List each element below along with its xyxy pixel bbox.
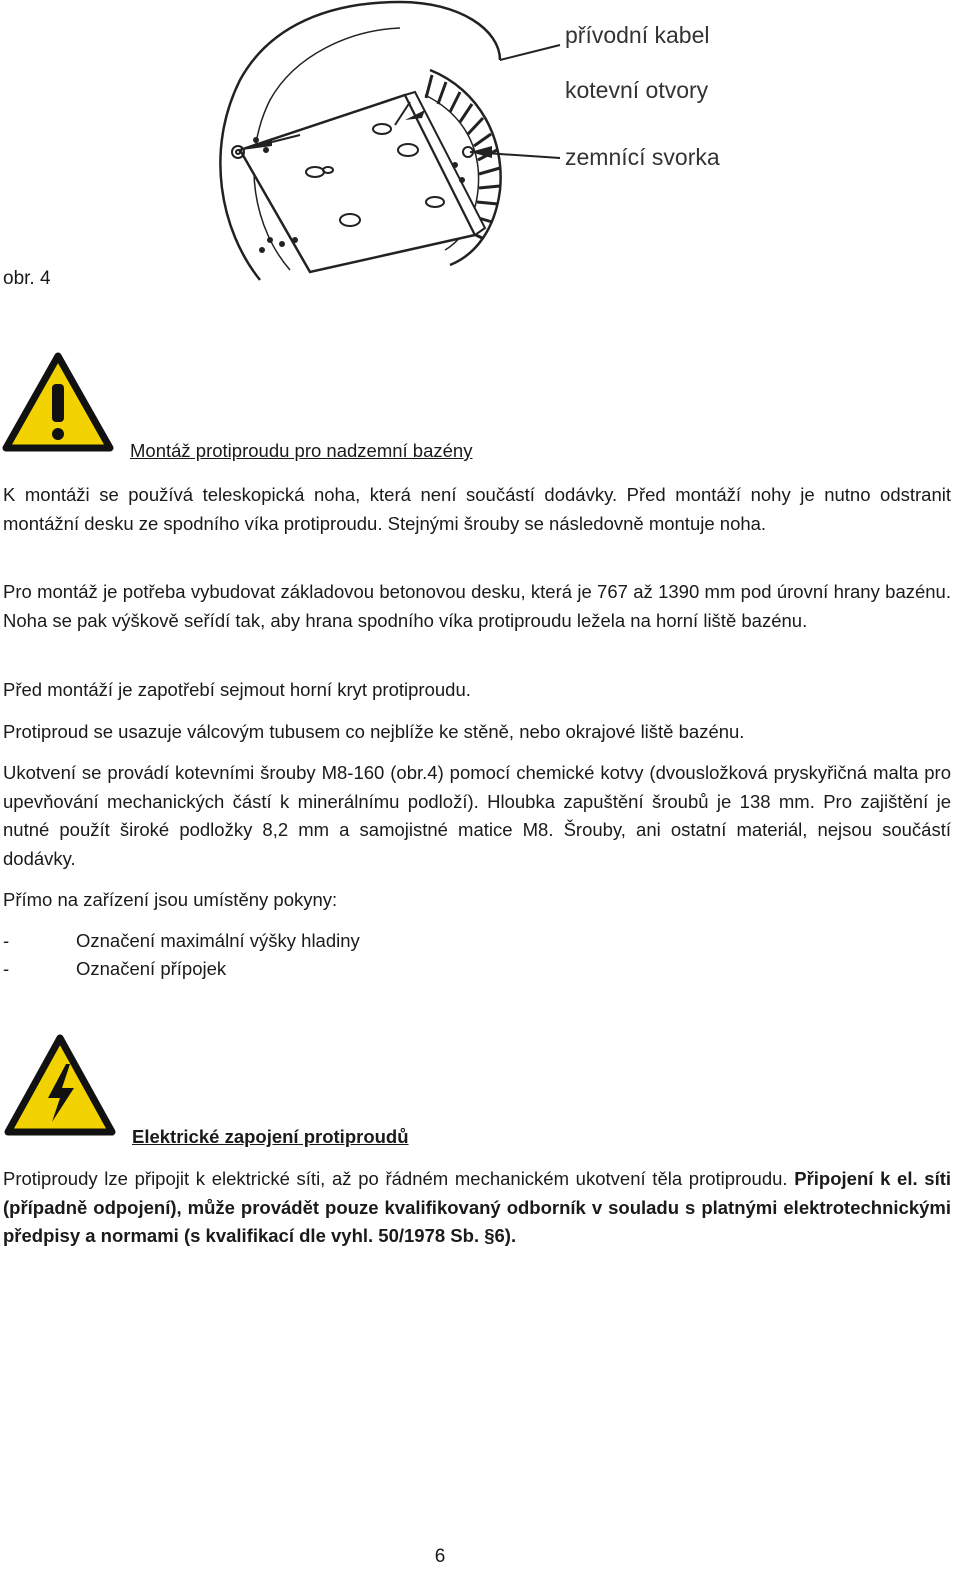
list-bullet: - — [3, 958, 10, 979]
list-item-text: Označení přípojek — [76, 958, 227, 979]
technical-drawing-figure — [200, 0, 760, 290]
paragraph-placement: Protiproud se usazuje válcovým tubusem co nejblíže ke stěně, nebo okrajové liště bazénu. — [3, 721, 745, 742]
paragraph-device-instructions: Přímo na zařízení jsou umístěny pokyny: — [3, 889, 338, 910]
list-bullet: - — [3, 930, 10, 951]
paragraph-remove-cover: Před montáží je zapotřebí sejmout horní kryt protiproudu. — [3, 679, 471, 700]
label-ground-terminal: zemnící svorka — [565, 144, 720, 170]
paragraph-electrical-bold: Připojení k el. síti (případně odpojení), může provádět pouze kvalifikovaný odborník v souladu s platnými elektrotechnickými předpisy a normami (s kvalifikací dle vyhl. 50/1978 Sb. §6). — [3, 1168, 952, 1246]
page-number: 6 — [434, 1546, 446, 1567]
paragraph-concrete-base: Pro montáž je potřeba vybudovat základovou betonovou desku, která je 767 až 1390 mm pod úrovní hrany bazénu. Noha se pak výškově seřídí tak, aby hrana spodního víka protiproudu ležela na horní liště bazénu. — [3, 581, 951, 631]
figure-caption: obr. 4 — [3, 268, 51, 289]
paragraph-leg-intro: K montáži se používá teleskopická noha, která není součástí dodávky. Před montáží nohy je nutno odstranit montážní desku ze spodního víka protiproudu. Stejnými šrouby se následovně montuje noha. — [3, 484, 951, 534]
electric-hazard-icon — [4, 1034, 116, 1138]
list-item-text: Označení maximální výšky hladiny — [76, 930, 360, 951]
label-anchor-holes: kotevní otvory — [565, 77, 709, 103]
list-item — [3, 927, 360, 956]
paragraph-electrical — [3, 1165, 951, 1251]
pump-bottom-drawing — [200, 0, 760, 290]
label-power-cable: přívodní kabel — [565, 22, 710, 48]
paragraph-anchoring: Ukotvení se provádí kotevními šrouby M8-160 (obr.4) pomocí chemické kotvy (dvousložková pryskyřičná malta pro upevňování mechanických částí k minerálnímu podloží). Hloubka zapuštění šroubů je 138 mm. Pro zajištění je nutné použít široké podložky 8,2 mm a samojistné matice M8. Šrouby, ani ostatní materiál, nejsou součástí dodávky. — [3, 762, 951, 869]
paragraph-electrical-normal: Protiproudy lze připojit k elektrické síti, až po řádném mechanickém ukotvení těla protiproudu. — [3, 1168, 788, 1189]
warning-triangle-icon — [2, 352, 114, 454]
section-heading-assembly: Montáž protiproudu pro nadzemní bazény — [130, 440, 473, 461]
section-heading-electrical: Elektrické zapojení protiproudů — [132, 1126, 409, 1147]
list-item — [3, 955, 226, 984]
